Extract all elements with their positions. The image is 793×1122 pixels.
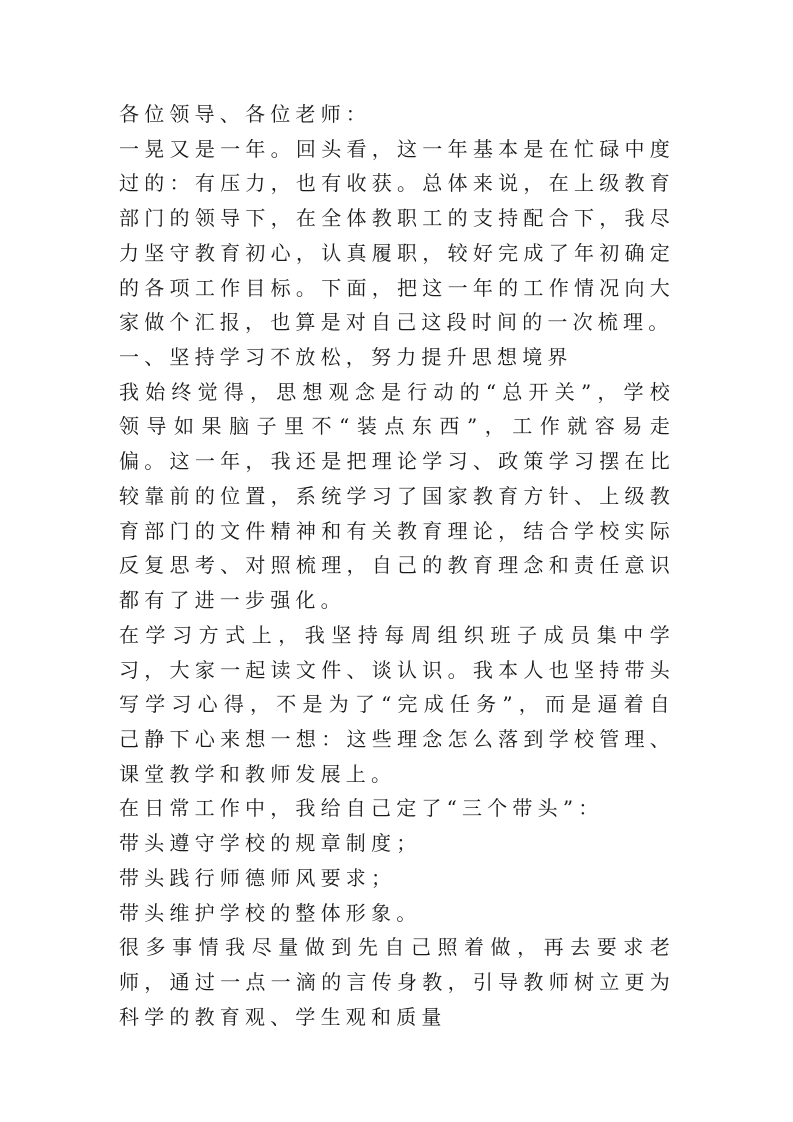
body-paragraph: 在学习方式上，我坚持每周组织班子成员集中学习，大家一起读文件、谈认识。我本人也坚持带头写学习心得，不是为了“完成任务”，而是逼着自己静下心来想一想：这些理念怎么落到学校管理、课堂教学和教师发展上。	[119, 622, 675, 786]
body-paragraph: 我始终觉得，思想观念是行动的“总开关”，学校领导如果脑子里不“装点东西”，工作就容易走偏。这一年，我还是把理论学习、政策学习摆在比较靠前的位置，系统学习了国家教育方针、上级教育部门的文件精神和有关教育理论，结合学校实际反复思考、对照梳理，自己的教育理念和责任意识都有了进一步强化。	[119, 379, 675, 613]
section-heading-1: 一、坚持学习不放松，努力提升思想境界	[119, 345, 573, 370]
list-item: 带头践行师德师风要求；	[119, 865, 397, 890]
body-paragraph: 在日常工作中，我给自己定了“三个带头”：	[119, 796, 604, 821]
document-page	[119, 97, 675, 1034]
salutation: 各位领导、各位老师：	[119, 102, 371, 126]
list-item: 带头遵守学校的规章制度；	[119, 831, 422, 856]
body-paragraph: 很多事情我尽量做到先自己照着做，再去要求老师，通过一点一滴的言传身教，引导教师树立更为科学的教育观、学生观和质量	[119, 935, 675, 1029]
opening-paragraph: 一晃又是一年。回头看，这一年基本是在忙碌中度过的：有压力，也有收获。总体来说，在上级教育部门的领导下，在全体教职工的支持配合下，我尽力坚守教育初心，认真履职，较好完成了年初确定的各项工作目标。下面，把这一年的工作情况向大家做个汇报，也算是对自己这段时间的一次梳理。	[119, 136, 675, 335]
list-item: 带头维护学校的整体形象。	[119, 900, 422, 925]
